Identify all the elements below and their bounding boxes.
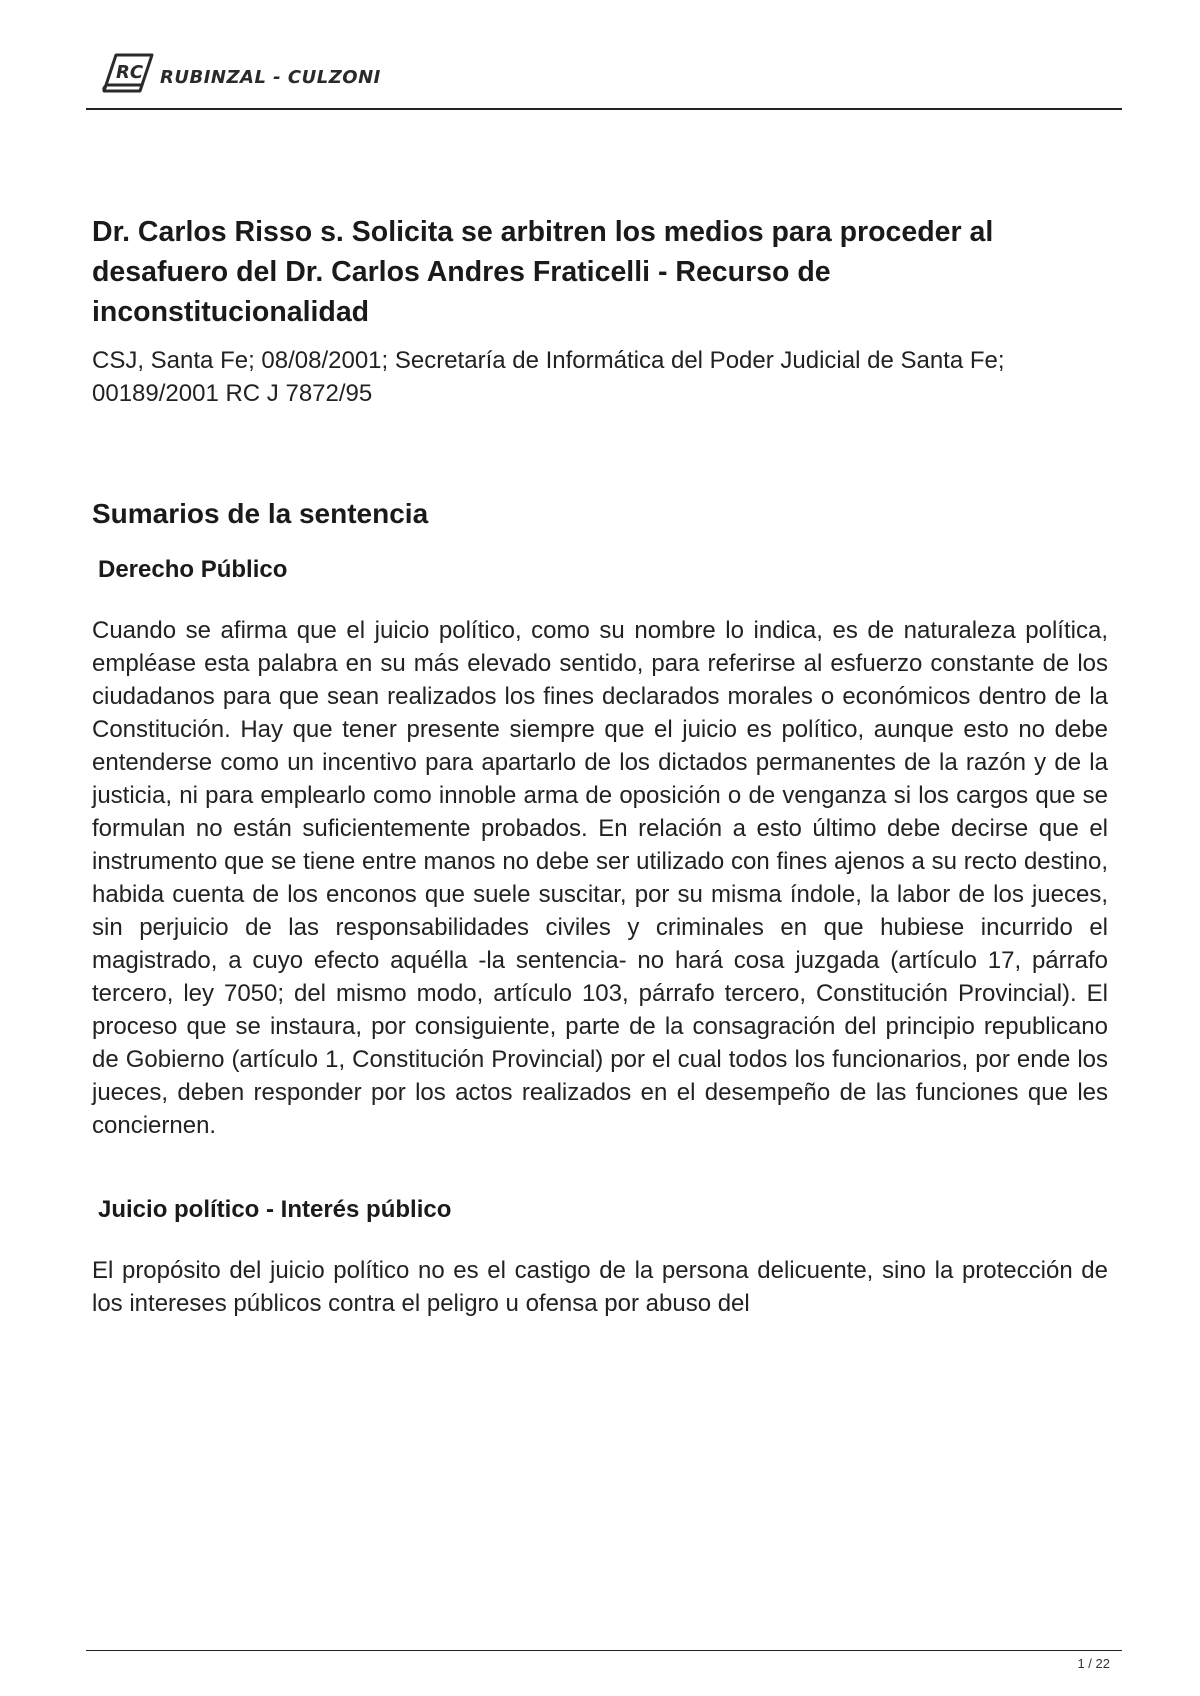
summary-subject: Juicio político - Interés público — [98, 1196, 452, 1223]
document-title: Dr. Carlos Risso s. Solicita se arbitren los medios para proceder al desafuero del Dr. Carlos Andres Fraticelli - Recurso de inconstitucionalidad — [92, 216, 994, 328]
summary-subject: Derecho Público — [98, 556, 288, 583]
footer-divider — [86, 1650, 1122, 1651]
summaries-heading: Sumarios de la sentencia — [92, 498, 429, 529]
summary-text: El propósito del juicio político no es el castigo de la persona delicuente, sino la protección de los intereses públicos contra el peligro u ofensa por abuso del — [92, 1257, 1108, 1317]
publisher-logo — [100, 46, 381, 98]
page-number: 1 / 22 — [1077, 1656, 1110, 1671]
publisher-name: RUBINZAL - CULZONI — [160, 66, 381, 88]
document-body — [92, 212, 1108, 1320]
summary-text: Cuando se afirma que el juicio político, como su nombre lo indica, es de naturaleza política, empléase esta palabra en su más elevado sentido, para referirse al esfuerzo constante de los ciudadanos para que sean realizados los fines declarados morales o económicos dentro de la Constitución. Hay que tener presente siempre que el juicio es político, aunque esto no debe entenderse como un incentivo para apartarlo de los dictados permanentes de la razón y de la justicia, ni para emplearlo como innoble arma de oposición o de venganza si los cargos que se formulan no están suficientemente probados. En relación a esto último debe decirse que el instrumento que se tiene entre manos no debe ser utilizado con fines ajenos a su recto destino, habida cuenta de los enconos que suele suscitar, por su misma índole, la labor de los jueces, sin perjuicio de las responsabilidades civiles y criminales en que hubiese incurrido el magistrado, a cuyo efecto aquélla -la sentencia- no hará cosa juzgada (artículo 17, párrafo tercero, ley 7050; del mismo modo, artículo 103, párrafo tercero, Constitución Provincial). El proceso que se instaura, por consiguiente, parte de la consagración del principio republicano de Gobierno (artículo 1, Constitución Provincial) por el cual todos los funcionarios, por ende los jueces, deben responder por los actos realizados en el desempeño de las funciones que les conciernen. — [92, 617, 1108, 1139]
rc-book-icon — [100, 49, 156, 95]
document-citation: CSJ, Santa Fe; 08/08/2001; Secretaría de Informática del Poder Judicial de Santa Fe; 00189/2001 RC J 7872/95 — [92, 347, 1005, 407]
header-divider — [86, 108, 1122, 110]
page-header — [86, 42, 1122, 110]
svg-text:RC: RC — [116, 62, 144, 83]
